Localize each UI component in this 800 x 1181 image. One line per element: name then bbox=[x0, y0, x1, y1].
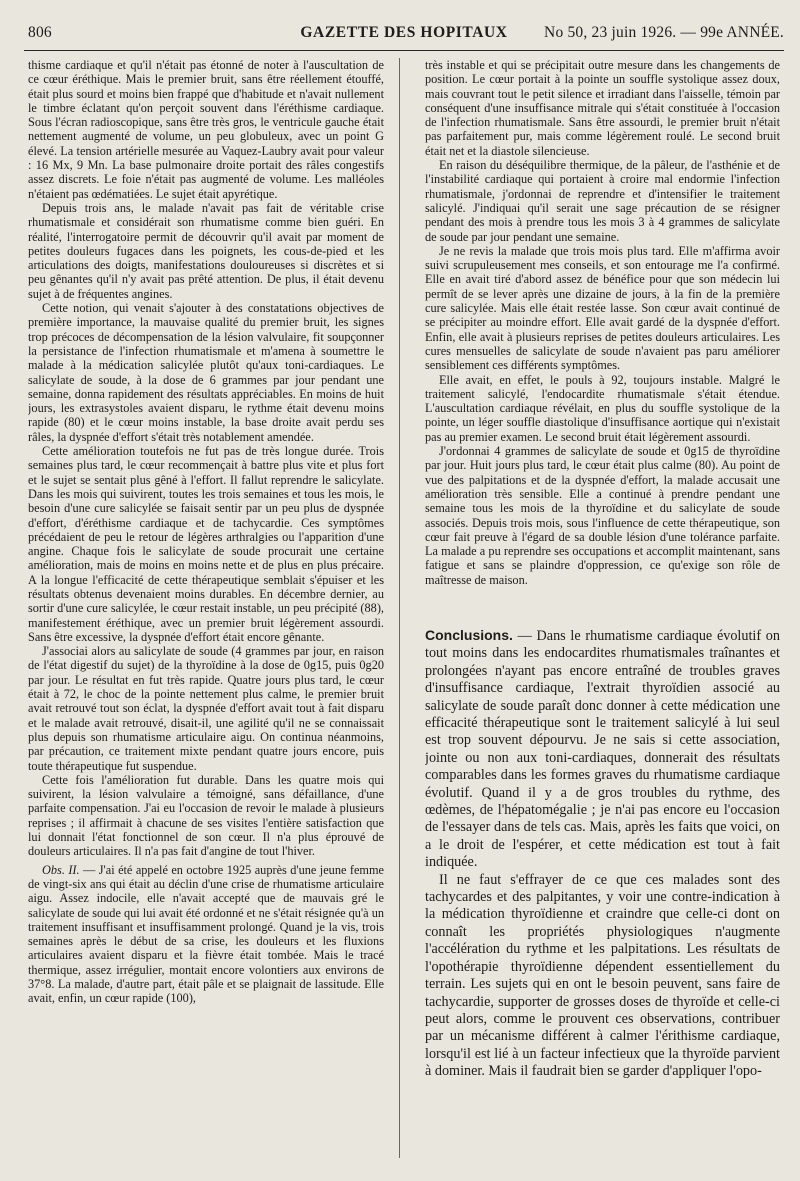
right-column bbox=[425, 58, 780, 1168]
column-divider bbox=[399, 58, 400, 1158]
observation-title: Obs. II. bbox=[42, 862, 80, 877]
paragraph: J'ordonnai 4 grammes de salicylate de soude et 0g15 de thyroïdine par jour. Huit jours plus tard, le cœur était plus calme (80). Au point de vue des palpitations et de la dyspnée d'effort, la malade accusait une amélioration très sensible. Elle a continué à prendre pendant une semaine tous les mois de la thyroïdine et du salicylate de soude associés. Depuis trois mois, sous l'influence de cette thérapeutique, son cœur fait preuve à l'égard de sa double lésion d'une tolérance parfaite. La malade a pu reprendre ses occupations et accomplit maintenant, sans fatigue et sans se plaindre d'oppression, ce qu'exige son rôle de maîtresse de maison. bbox=[425, 444, 780, 587]
paragraph: Cette notion, qui venait s'ajouter à des constatations objectives de première importance, la mauvaise qualité du premier bruit, les signes trop précoces de décompensation de la lésion valvulaire, fit soupçonner la persistance de l'infection rhumatismale et m'amena à soumettre le malade à la médication salicylée plutôt qu'aux toni-cardiaques. Le salicylate de soude, à la dose de 6 grammes par jour pendant une semaine, donna rapidement des résultats appréciables. En moins de huit jours, les extrasystoles avaient disparu, le rythme était devenu moins rapide (80) et le cœur moins instable, la base droite avait perdu ses râles, la dyspnée d'effort s'était très notablement amendée. bbox=[28, 301, 384, 444]
conclusions-paragraph bbox=[425, 627, 780, 872]
paragraph: très instable et qui se précipitait outre mesure dans les changements de position. Le cœur portait à la pointe un souffle systolique assez doux, mais couvrant tout le petit silence et irradiant dans l'aisselle, témoin par conséquent d'une insuffisance mitrale qui s'était constituée à l'occasion de l'infection rhumatismale. Sans être assourdi, le premier bruit n'était pas parfaitement pur, mais comme légèrement roulé. Le second bruit était net et la diastole silencieuse. bbox=[425, 58, 780, 158]
paragraph: Elle avait, en effet, le pouls à 92, toujours instable. Malgré le traitement salicylé, l'endocardite rhumatismale s'était étendue. L'auscultation cardiaque révélait, en plus du souffle systolique de la pointe, un léger souffle diastolique d'insuffisance aortique qui n'existait pas au premier examen. Le second bruit était légèrement assourdi. bbox=[425, 372, 780, 444]
paragraph: En raison du déséquilibre thermique, de la pâleur, de l'asthénie et de l'instabilité cardiaque qui portaient à croire mal endormie l'infection rhumatismale, j'ordonnai de reprendre et d'intensifier le traitement salicylé. J'indiquai qu'il serait une sage précaution de se résigner pendant des mois à prendre tous les mois 3 à 4 grammes de salicylate de soude par jour pendant une semaine. bbox=[425, 158, 780, 244]
paragraph: Je ne revis la malade que trois mois plus tard. Elle m'affirma avoir suivi scrupuleusement mes conseils, et son entourage me l'a confirmé. Elle en avait tiré d'abord assez de bénéfice pour que son médecin lui permît de se lever après une dizaine de jours, à la fin de la première cure salicylée. Mais elle était restée lasse. Son cœur avait continué de se précipiter au moindre effort. Elle avait gardé de la dyspnée d'effort. Enfin, elle avait à plusieurs reprises de petites douleurs articulaires. Les cures mensuelles de salicylate de soude n'avaient pas paru améliorer sensiblement ces différents symptômes. bbox=[425, 243, 780, 373]
observation-paragraph bbox=[28, 863, 384, 1006]
page-number: 806 bbox=[28, 24, 52, 41]
paragraph: J'associai alors au salicylate de soude (4 grammes par jour, en raison de l'état digestif du sujet) de la thyroïdine à la dose de 0g15, puis 0g20 par jour. Le résultat en fut très rapide. Quatre jours plus tard, le cœur était à 72, le choc de la pointe nettement plus calme, le premier bruit avait retrouvé tout son éclat, la dyspnée d'effort avait tout à fait disparu et le malade avait retrouvé, disait-il, une agilité qu'il ne se connaissait plus depuis son rhumatisme articulaire aigu. On continua néanmoins, par précaution, ce traitement mixte pendant quatre jours encore, puis toute thérapeutique fut suspendue. bbox=[28, 644, 384, 773]
conclusions-text: — Dans le rhumatisme cardiaque évolutif on tout moins dans les endocardites rhumatismales traînantes et prolongées n'ayant pas encore entraîné de troubles graves d'insuffisance cardiaque, l'extrait thyroïdien associé au salicylate de soude paraît donc donner à cette médication une efficacité thérapeutique sont le traitement salicylé à lui seul est trop souvent dépourvu. Je ne sais si cette association, jointe ou non aux toni-cardiaques, donnerait des résultats comparables dans les formes graves du rhumatisme cardiaque évolutif. Quand il y a de gros troubles du rythme, des œdèmes, de l'hépatomégalie ; je n'ai pas encore eu l'occasion de l'essayer dans de tels cas. Mais, après les faits que voici, on a le droit de l'espérer, et cette médication est tout à fait indiquée. bbox=[425, 627, 780, 871]
paragraph: Cette fois l'amélioration fut durable. Dans les quatre mois qui suivirent, la lésion valvulaire a témoigné, sans défaillance, d'une parfaite compensation. J'ai eu l'occasion de revoir le malade à plusieurs reprises ; il affirmait à chacune de ses visites l'entière satisfaction que lui donnait l'état fonctionnel de son cœur. Il n'a plus éprouvé de douleurs articulaires. Il n'a pas fait d'angine de tout l'hiver. bbox=[28, 772, 384, 859]
conclusions-title: Conclusions. bbox=[425, 626, 513, 643]
conclusions-paragraph-2: Il ne faut s'effrayer de ce que ces malades sont des tachycardes et des palpitantes, y voir une contre-indication à la médication thyroïdienne et craindre que celle-ci dont on connaît les propriétés physiologiques n'augmente l'accélération du rythme et les palpitations. Les résultats de l'opothérapie thyroïdienne dépendent essentiellement du terrain. Les sujets qui en ont le besoin peuvent, sans faire de tachycardie, supporter de grosses doses de thyroïde et celle-ci peut alors, comme le prouvent ces observations, contribuer par un mécanisme différent à calmer l'érithisme cardiaque, lorsqu'il est lié à un facteur infectieux que la thyroïde parvient à dominer. Mais il faudrait bien se garder d'appliquer l'opo- bbox=[425, 871, 780, 1080]
paragraph: Cette amélioration toutefois ne fut pas de très longue durée. Trois semaines plus tard, le cœur recommençait à battre plus vite et plus fort et le sujet se sentait plus gêné à l'effort. Il fallut reprendre le salicylate. Dans les mois qui suivirent, toutes les trois semaines et tous les mois, le besoin d'une cure salicylée se faisait sentir par un peu plus de dyspnée d'effort, d'éréthisme cardiaque et de tachycardie. Ces symptômes précédaient de peu le retour de légères arthralgies ou l'apparition d'une angine. Chaque fois le salicylate de soude procurait une certaine amélioration, mais de moins en moins nette et de plus en plus précaire. A la longue l'efficacité de cette thérapeutique semblait s'épuiser et les résultats obtenus devenaient moins durables. En décembre dernier, au sortir d'une cure salicylée, le cœur restait instable, un peu précipité (88), manifestement éréthique, avec un premier bruit légèrement assourdi. Sans être excessive, la dyspnée d'effort était encore gênante. bbox=[28, 444, 384, 644]
paragraph: Depuis trois ans, le malade n'avait pas fait de véritable crise rhumatismale et considérait son rhumatisme comme bien guéri. En réalité, l'interrogatoire permit de découvrir qu'il avait par moment de petites douleurs fugaces dans les poignets, les cous-de-pied et les articulations des doigts, manifestations douloureuses si discrètes et si peu gênantes qu'il n'y avait pas prêté attention. De plus, il était devenu sujet à de fréquentes angines. bbox=[28, 200, 384, 301]
journal-title: GAZETTE DES HOPITAUX bbox=[300, 24, 508, 41]
left-column bbox=[28, 58, 384, 1168]
observation-text: — J'ai été appelé en octobre 1925 auprès d'une jeune femme de vingt-six ans qui était au déclin d'une crise de rhumatisme articulaire aigu. Assez indocile, elle n'avait accepté que de mauvais gré le salicylate de soude qui lui avait été ordonné et ne s'était résignée qu'à un traitement insuffisant et insuffisamment prolongé. Quand je la vis, trois semaines après le début de sa crise, les douleurs et les fluxions articulaires avaient disparu et la fièvre était tombée. Mais le tracé thermique, assez irrégulier, montait encore volontiers aux environs de 37°8. La malade, d'autre part, était pâle et se plaignait de lassitude. Elle avait, enfin, un cœur rapide (100), bbox=[28, 862, 384, 1006]
page-header bbox=[24, 22, 784, 48]
issue-info: No 50, 23 juin 1926. — 99e ANNÉE. bbox=[544, 24, 784, 41]
header-rule bbox=[24, 50, 784, 51]
paragraph: thisme cardiaque et qu'il n'était pas étonné de noter à l'auscultation de ce cœur éréthique. Mais le premier bruit, sans être réellement étouffé, était plus sourd et moins bien frappé que d'habitude et n'avait nullement le timbre éclatant qu'on perçoit souvent dans l'éréthisme cardiaque. Sous l'écran radioscopique, sans être très gros, le ventricule gauche était nettement augmenté de volume, un peu globuleux, avec un point G élevé. La tension artérielle mesurée au Vaquez-Laubry avait pour valeur : 16 Mx, 9 Mn. La base pulmonaire droite portait des râles congestifs assez discrets. Le foie n'était pas augmenté de volume. Les malléoles n'étaient pas œdématiées. Le sujet était apyrétique. bbox=[28, 58, 384, 201]
